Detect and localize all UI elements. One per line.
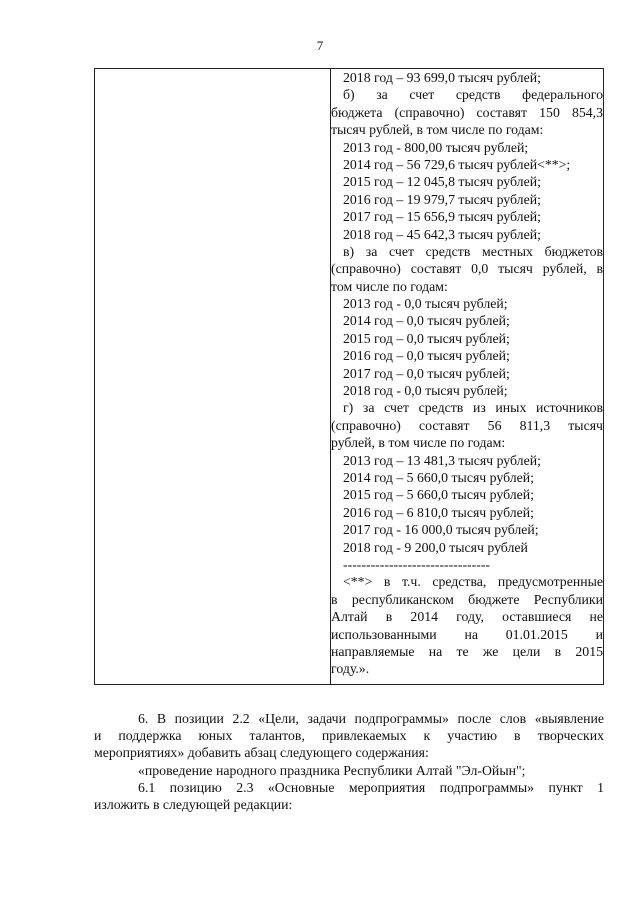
- table-text-line: г) за счет средств из иных источников: [343, 400, 603, 416]
- paragraph-line: «проведение народного праздника Республики Алтай "Эл-Ойын";: [138, 762, 526, 778]
- table-text-line: 2016 год – 6 810,0 тысяч рублей;: [343, 504, 535, 520]
- table-text-line: 2018 год – 93 699,0 тысяч рублей;: [343, 70, 541, 85]
- table-text-line: 2018 год - 0,0 тысяч рублей;: [343, 383, 508, 399]
- table-text-line: 2017 год – 0,0 тысяч рублей;: [343, 365, 510, 381]
- table-text-line: 2014 год – 56 729,6 тысяч рублей<**>;: [343, 156, 571, 172]
- paragraph-line: и поддержка юных талантов, привлекаемых к участию в творческих: [94, 728, 604, 744]
- table-text-line: 2016 год – 19 979,7 тысяч рублей;: [343, 191, 541, 207]
- table-text-line: тысяч рублей, в том числе по годам:: [331, 122, 544, 138]
- funding-text: [331, 69, 603, 678]
- table-text-line: 2013 год - 0,0 тысяч рублей;: [343, 296, 508, 312]
- funding-table: [94, 68, 604, 685]
- table-text-line: направляемые на те же цели в 2015: [331, 643, 603, 659]
- table-text-line: рублей, в том числе по годам:: [331, 435, 506, 451]
- table-text-line: 2015 год – 0,0 тысяч рублей;: [343, 330, 510, 346]
- table-right-cell: [331, 69, 604, 685]
- table-text-line: использованными на 01.01.2015 и: [331, 626, 603, 642]
- table-text-line: 2013 год - 800,00 тысяч рублей;: [343, 139, 529, 155]
- table-text-line: 2014 год – 5 660,0 тысяч рублей;: [343, 469, 535, 485]
- paragraph-line: 6.1 позицию 2.3 «Основные мероприятия подпрограммы» пункт 1: [138, 779, 604, 795]
- table-text-line: 2018 год – 45 642,3 тысяч рублей;: [343, 226, 541, 242]
- table-text-line: <**> в т.ч. средства, предусмотренные: [343, 574, 603, 590]
- table-text-line: (справочно) составят 56 811,3 тысяч: [331, 417, 603, 433]
- table-left-cell: [95, 69, 331, 685]
- table-text-line: 2016 год – 0,0 тысяч рублей;: [343, 348, 510, 364]
- table-text-line: (справочно) составят 0,0 тысяч рублей, в: [331, 261, 603, 277]
- table-text-line: бюджета (справочно) составят 150 854,3: [331, 104, 603, 120]
- table-text-line: 2015 год – 12 045,8 тысяч рублей;: [343, 174, 541, 190]
- paragraph-line: 6. В позиции 2.2 «Цели, задачи подпрограммы» после слов «выявление: [138, 711, 604, 726]
- table-text-line: --------------------------------: [343, 556, 491, 572]
- amendment-text: [94, 710, 604, 813]
- table-text-line: 2018 год - 9 200,0 тысяч рублей: [343, 539, 528, 555]
- table-row: [95, 69, 604, 685]
- table-text-line: 2017 год – 15 656,9 тысяч рублей;: [343, 209, 541, 225]
- page-number: 7: [316, 38, 324, 53]
- table-text-line: в республиканском бюджете Республики: [331, 591, 603, 607]
- table-text-line: 2017 год - 16 000,0 тысяч рублей;: [343, 522, 539, 538]
- table-text-line: том числе по годам:: [331, 278, 448, 294]
- table-text-line: году.».: [331, 661, 370, 677]
- table-text-line: 2013 год – 13 481,3 тысяч рублей;: [343, 452, 541, 468]
- table-text-line: в) за счет средств местных бюджетов: [343, 243, 603, 259]
- table-text-line: 2015 год – 5 660,0 тысяч рублей;: [343, 487, 535, 503]
- paragraph-line: мероприятиях» добавить абзац следующего содержания:: [94, 745, 429, 761]
- table-text-line: Алтай в 2014 году, оставшиеся не: [331, 609, 603, 625]
- table-text-line: б) за счет средств федерального: [343, 87, 603, 103]
- paragraph-line: изложить в следующей редакции:: [94, 796, 293, 812]
- table-text-line: 2014 год – 0,0 тысяч рублей;: [343, 313, 510, 329]
